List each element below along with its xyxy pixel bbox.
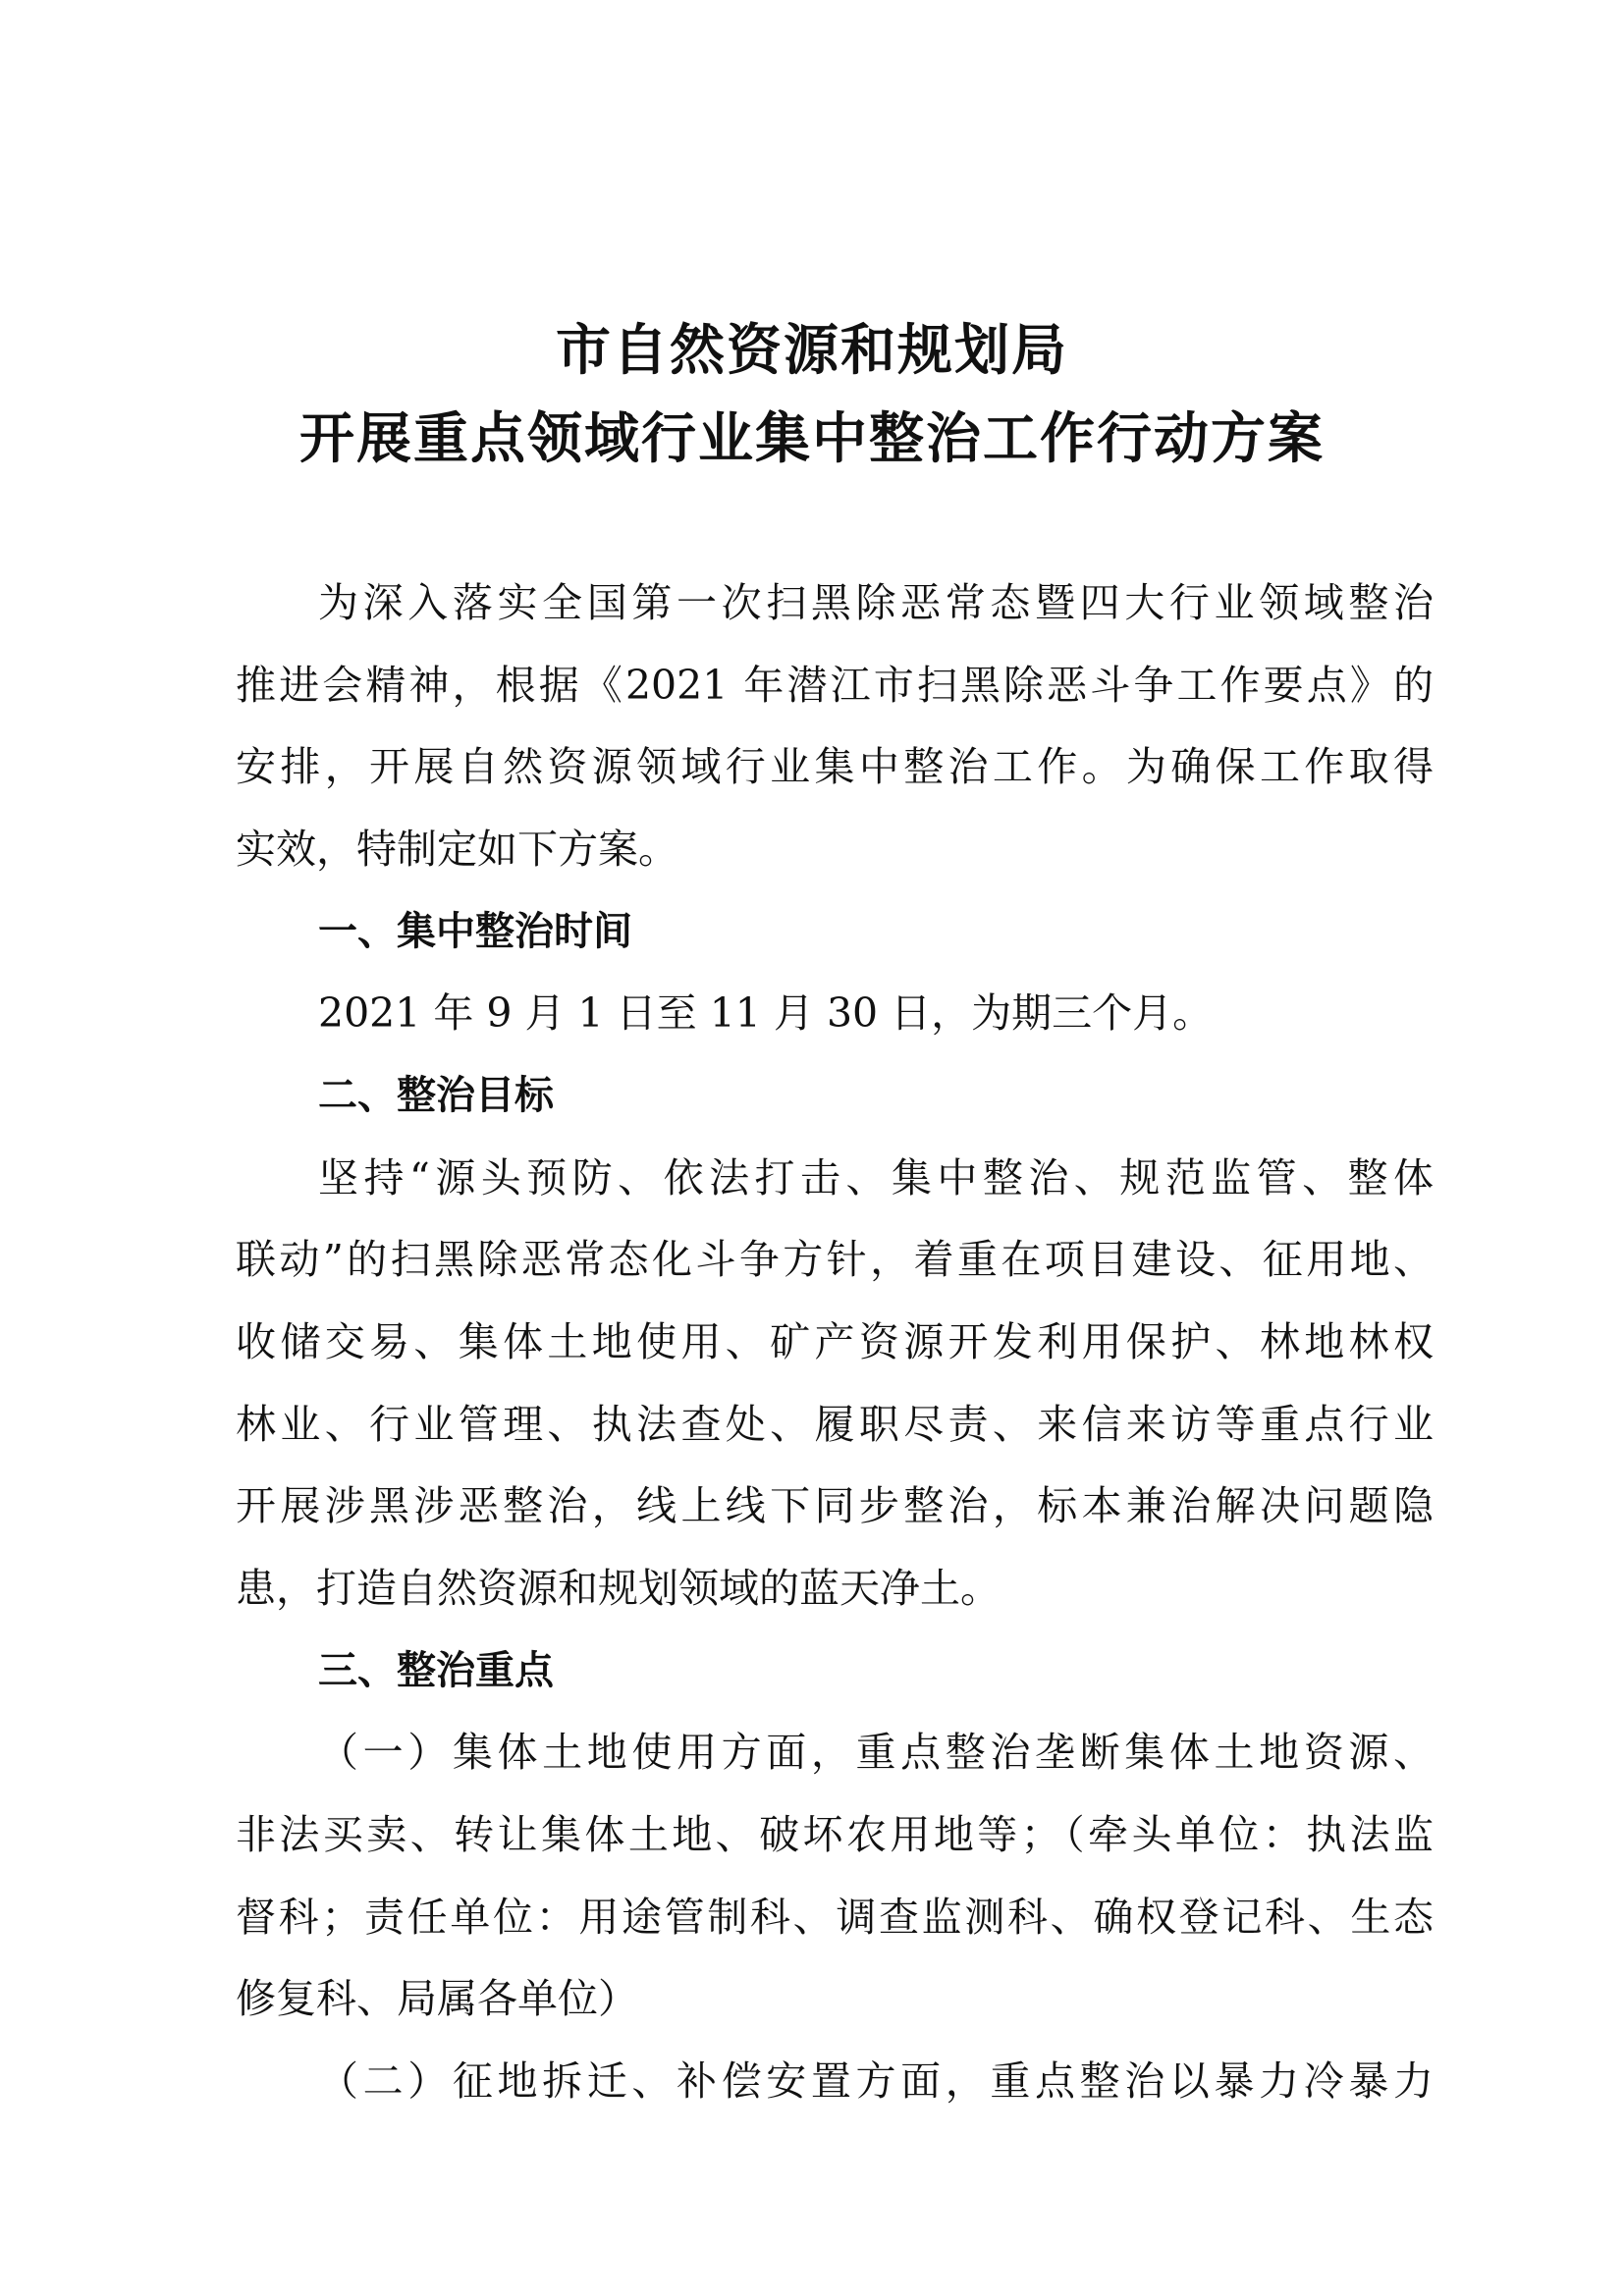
section-heading-3: 三、整治重点 <box>318 1648 554 1693</box>
section-3-item-1-line: （一）集体土地使用方面，重点整治垄断集体土地资源、 <box>318 1729 1434 1776</box>
section-2-text-line: 开展涉黑涉恶整治，线上线下同步整治，标本兼治解决问题隐 <box>236 1482 1434 1529</box>
section-2-text-line: 林业、行业管理、执法查处、履职尽责、来信来访等重点行业 <box>236 1401 1434 1448</box>
section-3-item-1-line: 修复科、局属各单位） <box>236 1975 638 2022</box>
section-1-text: 2021 年 9 月 1 日至 11 月 30 日，为期三个月。 <box>318 989 1214 1037</box>
section-3-item-1-line: 督科；责任单位：用途管制科、调查监测科、确权登记科、生态 <box>236 1894 1434 1941</box>
section-2-text-line: 联动”的扫黑除恶常态化斗争方针，着重在项目建设、征用地、 <box>236 1236 1434 1283</box>
document-title-line-1: 市自然资源和规划局 <box>556 318 1068 383</box>
paragraph-intro-line: 为深入落实全国第一次扫黑除恶常态暨四大行业领域整治 <box>318 579 1434 626</box>
section-2-text-line: 坚持“源头预防、依法打击、集中整治、规范监管、整体 <box>318 1154 1434 1201</box>
section-2-text-line: 患，打造自然资源和规划领域的蓝天净土。 <box>236 1565 1001 1612</box>
paragraph-intro-line: 实效，特制定如下方案。 <box>236 826 678 873</box>
section-3-item-1-line: 非法买卖、转让集体土地、破坏农用地等；（牵头单位：执法监 <box>236 1811 1434 1858</box>
document-title-line-2: 开展重点领域行业集中整治工作行动方案 <box>299 406 1325 471</box>
paragraph-intro-line: 安排，开展自然资源领域行业集中整治工作。为确保工作取得 <box>236 743 1434 790</box>
section-heading-1: 一、集中整治时间 <box>318 909 632 954</box>
section-heading-2: 二、整治目标 <box>318 1073 554 1118</box>
paragraph-intro-line: 推进会精神，根据《2021 年潜江市扫黑除恶斗争工作要点》的 <box>236 662 1434 709</box>
section-3-item-2-line: （二）征地拆迁、补偿安置方面，重点整治以暴力冷暴力 <box>318 2057 1434 2105</box>
section-2-text-line: 收储交易、集体土地使用、矿产资源开发利用保护、林地林权 <box>236 1318 1434 1365</box>
